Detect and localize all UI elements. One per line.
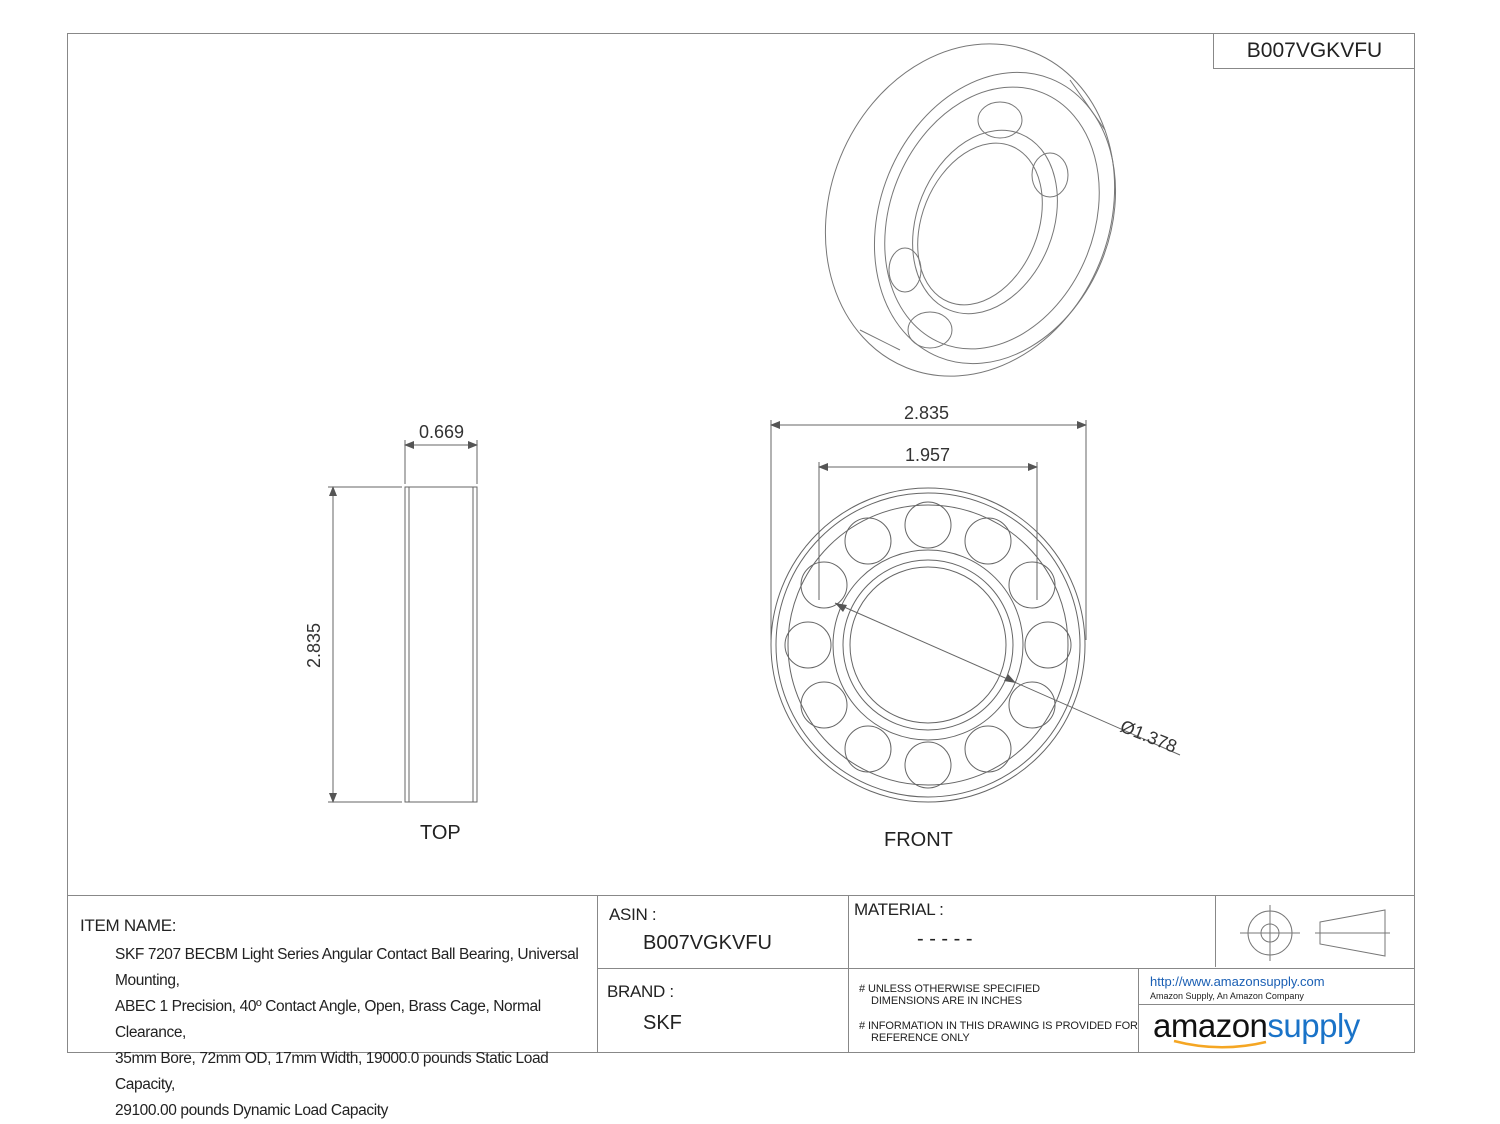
top-height-dim: 2.835 (304, 622, 324, 668)
divider-h2 (1138, 1004, 1415, 1005)
divider-3 (1215, 895, 1216, 967)
divider-h1 (597, 968, 1415, 969)
top-view (328, 440, 477, 802)
front-bore-dim: Ø1.378 (1117, 716, 1180, 757)
front-outer-dim: 2.835 (904, 403, 950, 423)
note-units-line1: # UNLESS OTHERWISE SPECIFIED (859, 983, 1040, 995)
note-reference (859, 1020, 1138, 1044)
divider-2 (848, 895, 849, 1053)
supplier-company: Amazon Supply, An Amazon Company (1150, 991, 1304, 1001)
item-name-line: 29100.00 pounds Dynamic Load Capacity (115, 1102, 389, 1119)
material-value: - - - - - (917, 928, 973, 950)
projection-symbol (1220, 900, 1410, 966)
divider-1 (597, 895, 598, 1053)
item-name-line: 35mm Bore, 72mm OD, 17mm Width, 19000.0 pounds Static Load Capacity, (115, 1050, 549, 1093)
logo-supply: supply (1267, 1007, 1360, 1044)
item-name-line: ABEC 1 Precision, 40º Contact Angle, Open, Brass Cage, Normal Clearance, (115, 998, 541, 1041)
front-view-label: FRONT (884, 829, 953, 851)
front-view (771, 420, 1180, 802)
supplier-url[interactable]: http://www.amazonsupply.com (1150, 974, 1325, 989)
logo-smile (1170, 1039, 1270, 1053)
logo-amazon: amazon (1153, 1007, 1268, 1044)
item-name-line: SKF 7207 BECBM Light Series Angular Contact Ball Bearing, Universal Mounting, (115, 946, 579, 989)
iso-view (777, 0, 1164, 420)
divider-4 (1138, 968, 1139, 1053)
material-label: MATERIAL : (854, 900, 944, 919)
note-units-line2: DIMENSIONS ARE IN INCHES (871, 995, 1023, 1007)
top-view-label: TOP (420, 822, 461, 844)
top-width-dim: 0.669 (419, 422, 465, 442)
brand-label: BRAND : (607, 982, 674, 1001)
asin-value: B007VGKVFU (643, 932, 772, 954)
item-name-label: ITEM NAME: (80, 916, 177, 935)
note-reference-line1: # INFORMATION IN THIS DRAWING IS PROVIDED FOR (859, 1020, 1138, 1032)
item-name-text (115, 942, 595, 1124)
balls (785, 502, 1071, 788)
front-inner-dim: 1.957 (905, 445, 951, 465)
header-asin: B007VGKVFU (1213, 33, 1415, 69)
asin-label: ASIN : (609, 905, 657, 924)
brand-value: SKF (643, 1012, 682, 1034)
note-units (859, 983, 1040, 1007)
title-block-top (67, 895, 1415, 896)
note-reference-line2: REFERENCE ONLY (871, 1032, 970, 1044)
